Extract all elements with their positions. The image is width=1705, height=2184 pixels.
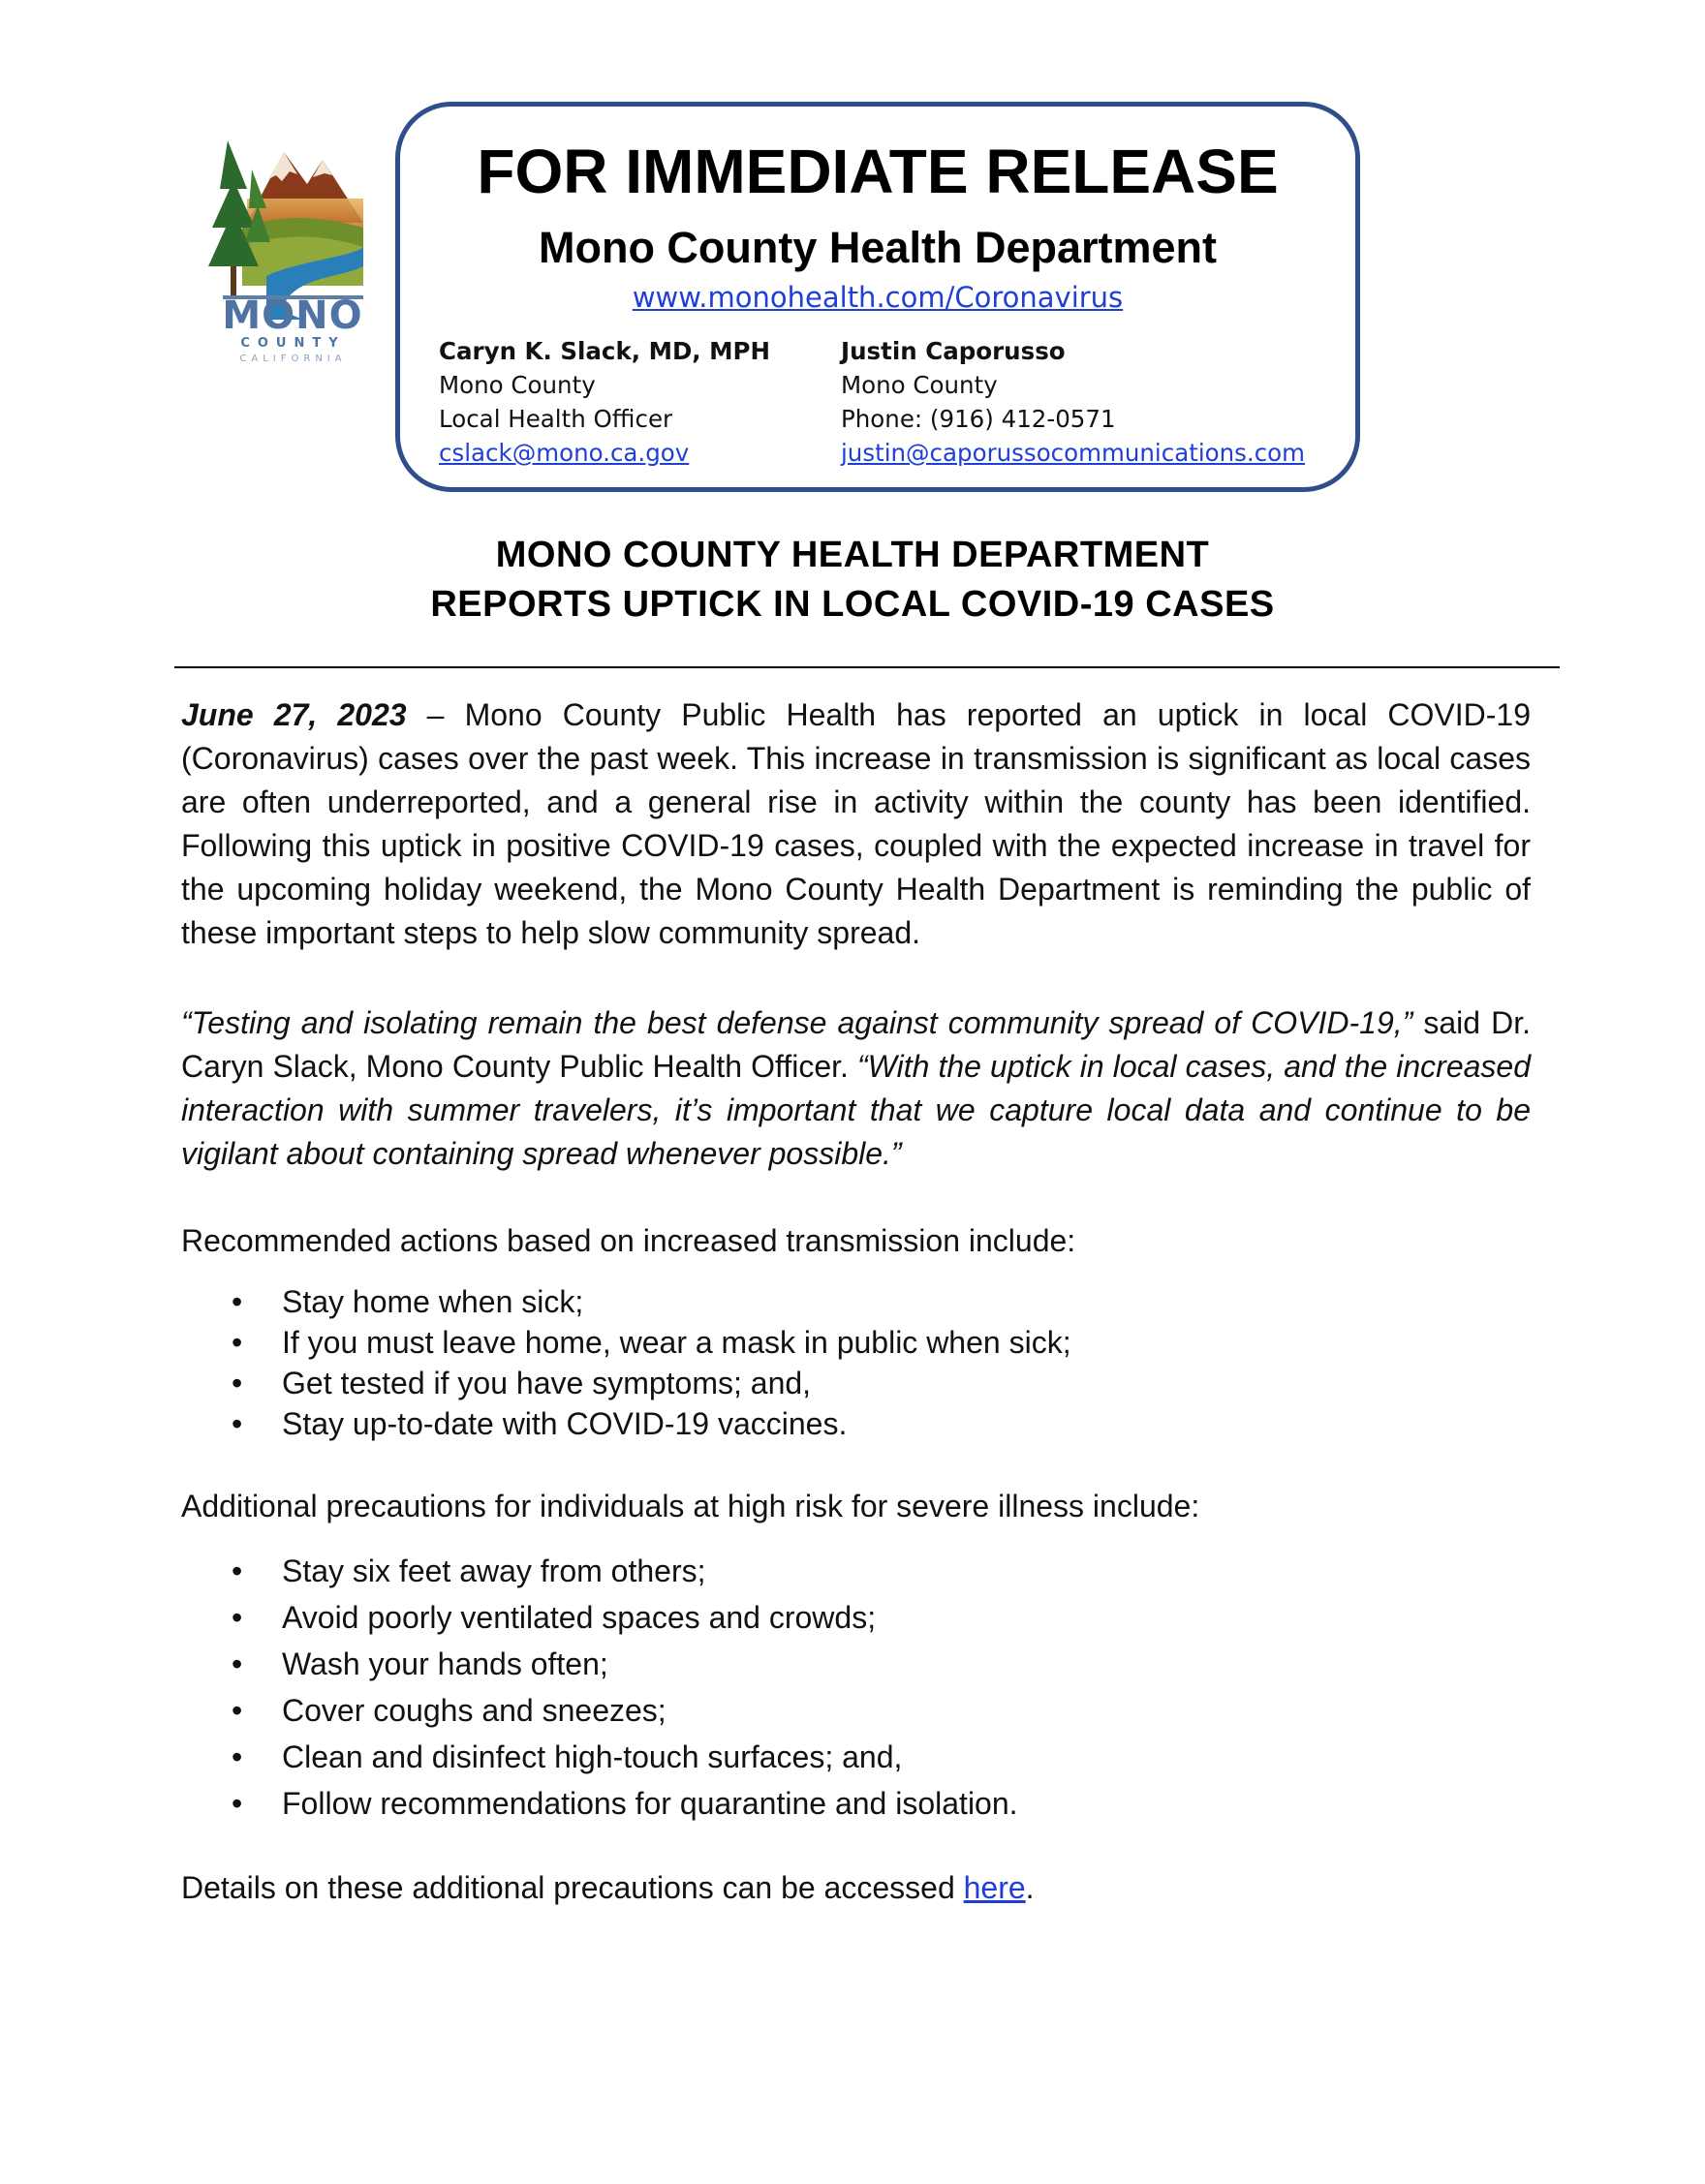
details-text: Details on these additional precautions can be accessed: [181, 1870, 964, 1905]
list-item: • Avoid poorly ventilated spaces and crowds;: [181, 1594, 1531, 1641]
release-title: FOR IMMEDIATE RELEASE: [477, 137, 1279, 206]
release-header-box: [395, 102, 1360, 492]
mono-county-logo: [208, 131, 373, 368]
contact-org: Mono County: [841, 371, 998, 399]
contact-phone: Phone: (916) 412-0571: [841, 405, 1116, 433]
list-item: • Stay six feet away from others;: [181, 1548, 1531, 1594]
details-paragraph: [181, 1866, 1531, 1910]
contact-email-link[interactable]: cslack@mono.ca.gov: [439, 439, 690, 467]
additional-lead: Additional precautions for individuals at high risk for severe illness include:: [181, 1489, 1200, 1523]
list-item: • Stay up-to-date with COVID-19 vaccines.: [181, 1403, 1531, 1444]
quote-second: “With the uptick in local cases, and the increased interaction with summer travelers, it’s important that we capture local data and continue to be vigilant about containing spread whenever possible.”: [181, 1049, 1532, 1171]
list-item: • Stay home when sick;: [181, 1281, 1531, 1322]
logo-text-mono: MONO: [222, 293, 363, 338]
contact-email-link[interactable]: justin@caporussocommunications.com: [841, 439, 1306, 467]
recommended-lead: Recommended actions based on increased transmission include:: [181, 1223, 1076, 1258]
logo-text-california: CALIFORNIA: [239, 354, 347, 364]
contact-org: Mono County: [439, 371, 596, 399]
list-item: • Get tested if you have symptoms; and,: [181, 1363, 1531, 1403]
details-end: .: [1025, 1870, 1035, 1905]
details-here-link[interactable]: here: [963, 1870, 1026, 1905]
intro-text: – Mono County Public Health has reported an uptick in local COVID-19 (Coronavirus) cases over the past week. This increase in transmission is significant as local cases are often underreported, and a general rise in activity within the county has been identified. Following this uptick in positive COVID-19 cases, coupled with the expected increase in travel for the upcoming holiday weekend, the Mono County Health Department is reminding the public of these important steps to help slow community spread.: [181, 697, 1532, 950]
list-item: • If you must leave home, wear a mask in public when sick;: [181, 1322, 1531, 1363]
quote-attribution: said Dr. Caryn Slack, Mono County Public Health Officer.: [181, 1005, 1532, 1084]
recommended-list: [181, 1281, 1531, 1444]
department-name: Mono County Health Department: [538, 223, 1217, 272]
website-link[interactable]: www.monohealth.com/Coronavirus: [632, 281, 1124, 314]
headline-line-2: REPORTS UPTICK IN LOCAL COVID-19 CASES: [430, 584, 1275, 625]
list-item: • Follow recommendations for quarantine and isolation.: [181, 1780, 1531, 1827]
quote-paragraph: [181, 1001, 1531, 1176]
contact-health-officer: [439, 334, 770, 470]
contact-title: Local Health Officer: [439, 405, 673, 433]
headline-line-1: MONO COUNTY HEALTH DEPARTMENT: [495, 535, 1210, 575]
contact-name: Caryn K. Slack, MD, MPH: [439, 337, 770, 365]
headline-divider: [174, 666, 1560, 668]
list-item: • Clean and disinfect high-touch surfaces; and,: [181, 1734, 1531, 1780]
quote-first: “Testing and isolating remain the best defense against community spread of COVID-19,”: [181, 1005, 1413, 1040]
list-item: • Cover coughs and sneezes;: [181, 1687, 1531, 1734]
logo-text-county: COUNTY: [240, 336, 346, 351]
intro-paragraph: [181, 693, 1531, 955]
additional-list: [181, 1548, 1531, 1827]
release-date: June 27, 2023: [181, 697, 407, 732]
contact-name: Justin Caporusso: [841, 337, 1066, 365]
contact-media: [841, 334, 1305, 470]
list-item: • Wash your hands often;: [181, 1641, 1531, 1687]
